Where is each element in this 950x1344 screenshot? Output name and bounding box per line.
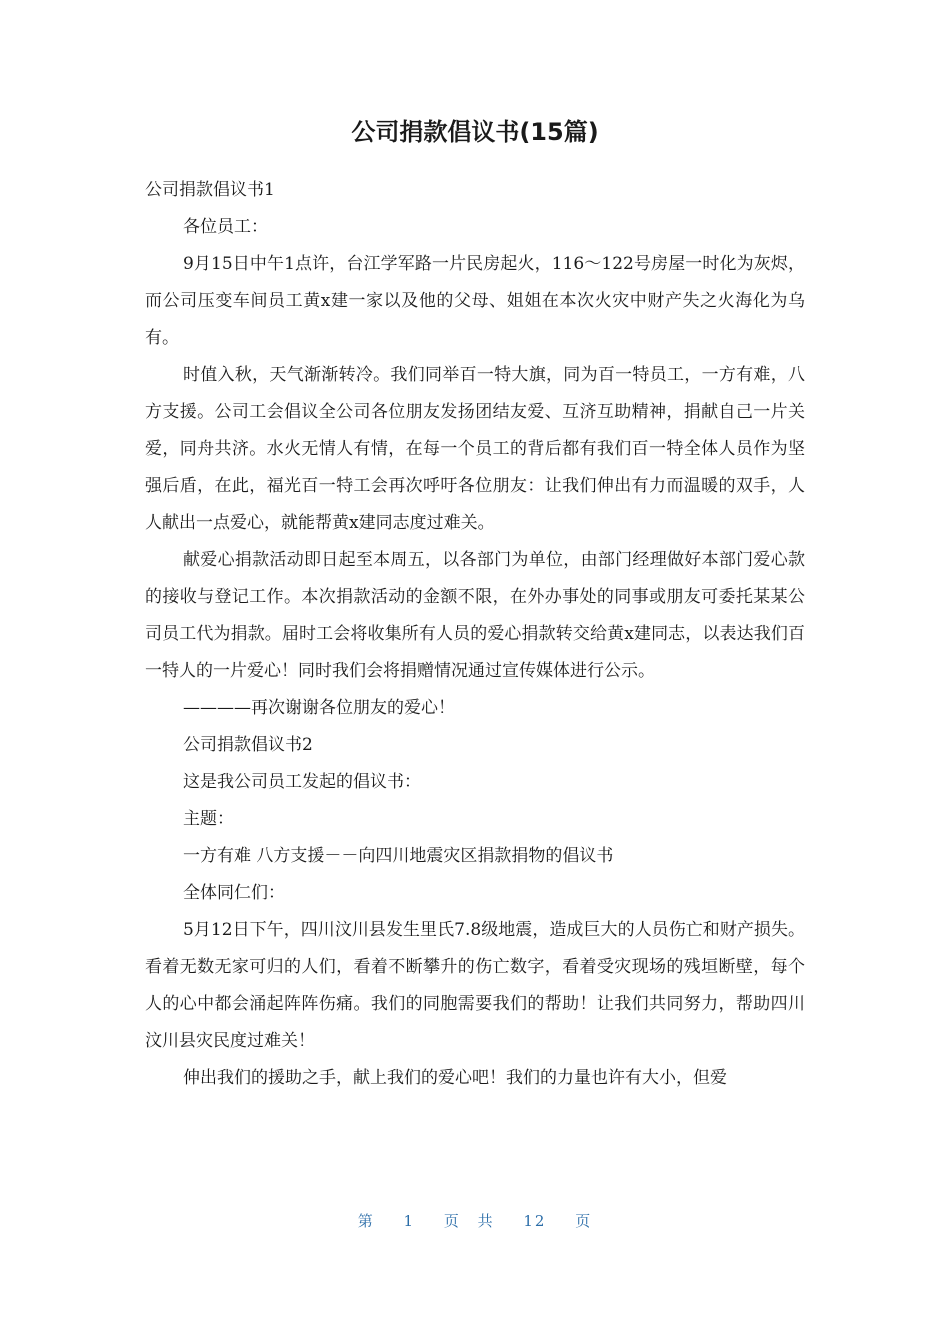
document-body xyxy=(145,172,805,1097)
total-page-count: 12 xyxy=(523,1212,547,1230)
current-page-number: 1 xyxy=(403,1212,416,1230)
footer-prefix: 第 xyxy=(357,1212,375,1230)
footer-middle: 页 共 xyxy=(443,1212,495,1230)
paragraph: ————再次谢谢各位朋友的爱心！ xyxy=(183,698,455,718)
paragraph: 伸出我们的援助之手，献上我们的爱心吧！我们的力量也许有大小，但爱 xyxy=(183,1068,727,1088)
paragraph: 全体同仁们： xyxy=(183,883,285,903)
footer-suffix: 页 xyxy=(575,1212,593,1230)
paragraph: 献爱心捐款活动即日起至本周五，以各部门为单位，由部门经理做好本部门爱心款的接收与登记工作。本次捐款活动的金额不限，在外办事处的同事或朋友可委托某某公司员工代为捐款。届时工会将收集所有人员的爱心捐款转交给黄x建同志，以表达我们百一特人的一片爱心！同时我们会将捐赠情况通过宣传媒体进行公示。 xyxy=(145,550,805,681)
page-footer xyxy=(0,1210,950,1231)
paragraph: 这是我公司员工发起的倡议书： xyxy=(183,772,421,792)
paragraph: 各位员工： xyxy=(183,217,268,237)
paragraph: 主题： xyxy=(183,809,234,829)
paragraph: 时值入秋，天气渐渐转冷。我们同举百一特大旗，同为百一特员工，一方有难，八方支援。公司工会倡议全公司各位朋友发扬团结友爱、互济互助精神，捐献自己一片关爱，同舟共济。水火无情人有情，在每一个员工的背后都有我们百一特全体人员作为坚强后盾，在此，福光百一特工会再次呼吁各位朋友：让我们伸出有力而温暖的双手，人人献出一点爱心，就能帮黄x建同志度过难关。 xyxy=(145,365,805,533)
paragraph: 公司捐款倡议书1 xyxy=(145,180,275,200)
paragraph: 一方有难 八方支援－－向四川地震灾区捐款捐物的倡议书 xyxy=(183,846,614,866)
page-title: 公司捐款倡议书(15篇) xyxy=(351,118,599,146)
paragraph: 公司捐款倡议书2 xyxy=(183,735,313,755)
paragraph: 5月12日下午，四川汶川县发生里氏7.8级地震，造成巨大的人员伤亡和财产损失。看着无数无家可归的人们，看着不断攀升的伤亡数字，看着受灾现场的残垣断壁，每个人的心中都会涌起阵阵伤痛。我们的同胞需要我们的帮助！让我们共同努力，帮助四川汶川县灾民度过难关！ xyxy=(145,920,805,1051)
paragraph: 9月15日中午1点许，台江学军路一片民房起火，116～122号房屋一时化为灰烬，而公司压变车间员工黄x建一家以及他的父母、姐姐在本次火灾中财产失之火海化为乌有。 xyxy=(145,254,805,348)
